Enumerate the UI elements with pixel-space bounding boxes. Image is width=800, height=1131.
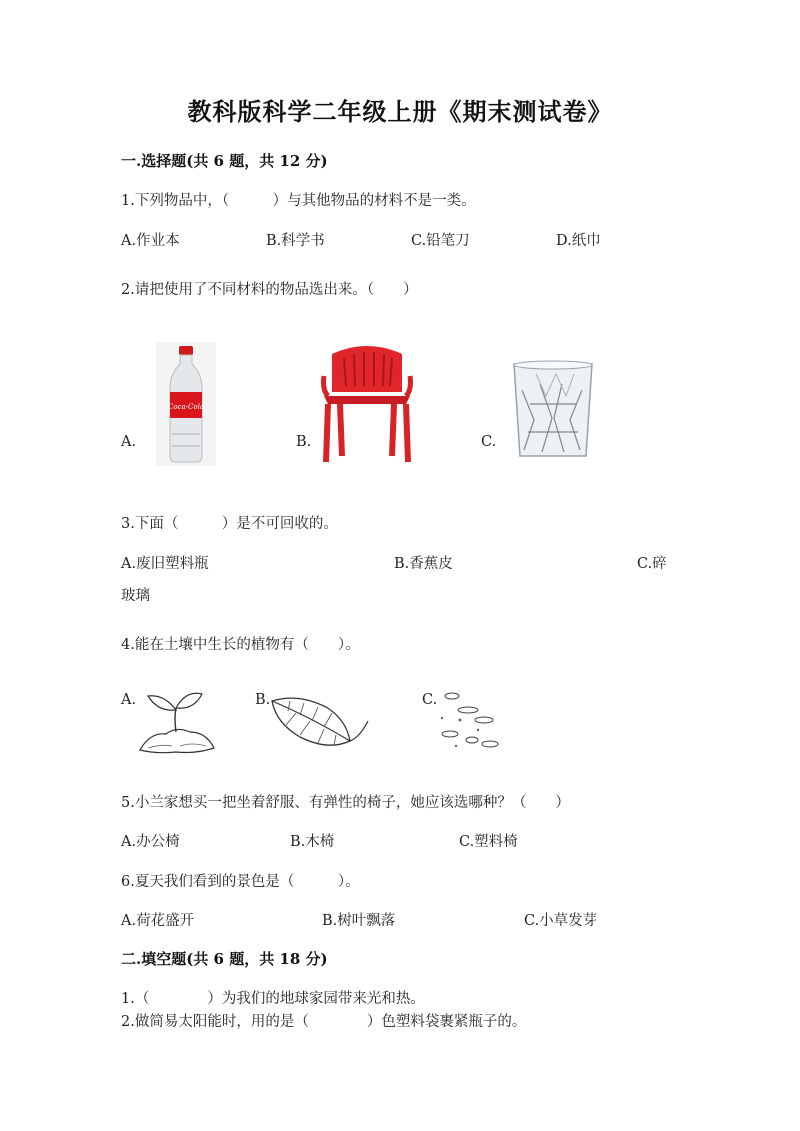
q2-option-c: C. xyxy=(481,434,497,450)
q5-option-b: B.木椅 xyxy=(290,834,335,850)
question-1: 1.下列物品中，（ ）与其他物品的材料不是一类。 xyxy=(121,193,476,209)
q4-option-a: A. xyxy=(121,692,137,708)
question-3: 3.下面（ ）是不可回收的。 xyxy=(121,516,338,532)
q6-option-b: B.树叶飘落 xyxy=(322,913,396,929)
red-plastic-chair-icon xyxy=(322,340,412,466)
q2-option-a: A. xyxy=(121,434,137,450)
q6-option-c: C.小草发芽 xyxy=(524,913,598,929)
q3-option-a: A.废旧塑料瓶 xyxy=(121,556,209,572)
q1-option-c: C.铅笔刀 xyxy=(411,233,470,249)
section-heading-fill: 二.填空题(共 6 题，共 18 分) xyxy=(121,950,328,968)
q5-option-a: A.办公椅 xyxy=(121,834,180,850)
plastic-bottle-icon xyxy=(156,342,216,466)
q1-option-a: A.作业本 xyxy=(121,233,180,249)
q3-option-b: B.香蕉皮 xyxy=(394,556,453,572)
question-4: 4.能在土壤中生长的植物有（ ）。 xyxy=(121,637,360,653)
scattered-pebbles-icon xyxy=(432,688,506,754)
q3-option-c-wrap: 玻璃 xyxy=(121,588,150,604)
q2-option-b: B. xyxy=(296,434,312,450)
question-5: 5.小兰家想买一把坐着舒服、有弹性的椅子，她应该选哪种？（ ） xyxy=(121,795,570,811)
q1-option-d: D.纸巾 xyxy=(556,233,601,249)
q4-option-b: B. xyxy=(255,692,271,708)
q3-option-c: C.碎 xyxy=(637,556,667,572)
q1-option-b: B.科学书 xyxy=(266,233,325,249)
fill-question-1: 1.（ ）为我们的地球家园带来光和热。 xyxy=(121,991,425,1007)
q4-option-c: C. xyxy=(422,692,438,708)
page-title: 教科版科学二年级上册《期末测试卷》 xyxy=(187,97,613,126)
fill-question-2: 2.做简易太阳能时，用的是（ ）色塑料袋裹紧瓶子的。 xyxy=(121,1014,527,1030)
glass-cup-icon xyxy=(510,360,596,460)
question-2: 2.请把使用了不同材料的物品选出来。（ ） xyxy=(121,282,418,298)
bottle-brand-text: Coca-Cola xyxy=(167,403,205,411)
q6-option-a: A.荷花盛开 xyxy=(121,913,195,929)
leaf-icon xyxy=(268,693,370,755)
question-6: 6.夏天我们看到的景色是（ ）。 xyxy=(121,874,360,890)
seedling-in-soil-icon xyxy=(136,688,218,758)
q5-option-c: C.塑料椅 xyxy=(459,834,518,850)
section-heading-choice: 一.选择题(共 6 题，共 12 分) xyxy=(121,152,328,170)
